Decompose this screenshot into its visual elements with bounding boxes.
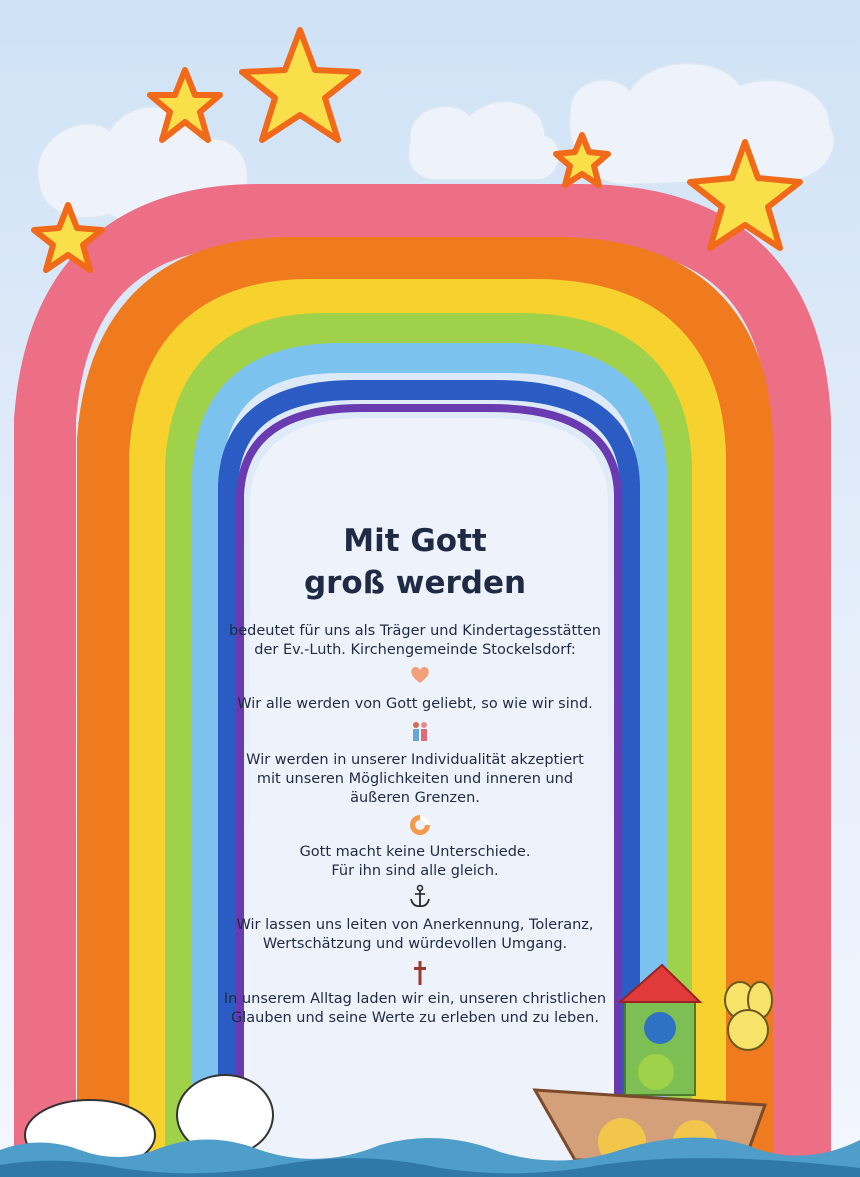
heart-icon <box>405 664 435 690</box>
intro-text <box>195 622 635 660</box>
section-line: äußeren Grenzen. <box>350 790 480 806</box>
star-icon <box>242 30 358 140</box>
section-line: mit unseren Möglichkeiten und inneren und <box>256 771 574 787</box>
section-line: Wertschätzung und würdevollen Umgang. <box>262 936 568 952</box>
cloud-middle <box>408 101 559 180</box>
section-love <box>195 695 635 714</box>
section-line: Wir werden in unserer Individualität akzeptiert <box>246 752 584 768</box>
section-line: Für ihn sind alle gleich. <box>331 863 499 879</box>
section-line: Wir alle werden von Gott geliebt, so wie wir sind. <box>237 696 593 712</box>
section-individuality <box>195 751 635 808</box>
section-line: Gott macht keine Unterschiede. <box>299 844 531 860</box>
title-line-1: Mit Gott <box>343 523 487 559</box>
section-line: In unserem Alltag laden wir ein, unseren christlichen <box>223 991 607 1007</box>
section-line: Glauben und seine Werte zu erleben und zu leben. <box>231 1010 599 1026</box>
children-icon <box>405 720 435 746</box>
title-line-2: groß werden <box>303 565 527 601</box>
cross-icon <box>405 960 435 986</box>
anchor-icon <box>405 884 435 910</box>
page-title <box>195 520 635 604</box>
bee <box>725 982 772 1050</box>
section-values <box>195 916 635 954</box>
intro-line-2: der Ev.-Luth. Kirchengemeinde Stockelsdorf: <box>254 642 576 658</box>
section-equality <box>195 843 635 881</box>
section-faith <box>195 990 635 1028</box>
section-line: Wir lassen uns leiten von Anerkennung, Toleranz, <box>236 917 594 933</box>
intro-line-1: bedeutet für uns als Träger und Kindertagesstätten <box>229 623 601 639</box>
lifebuoy-icon <box>405 813 435 839</box>
cloud-right <box>569 63 834 185</box>
